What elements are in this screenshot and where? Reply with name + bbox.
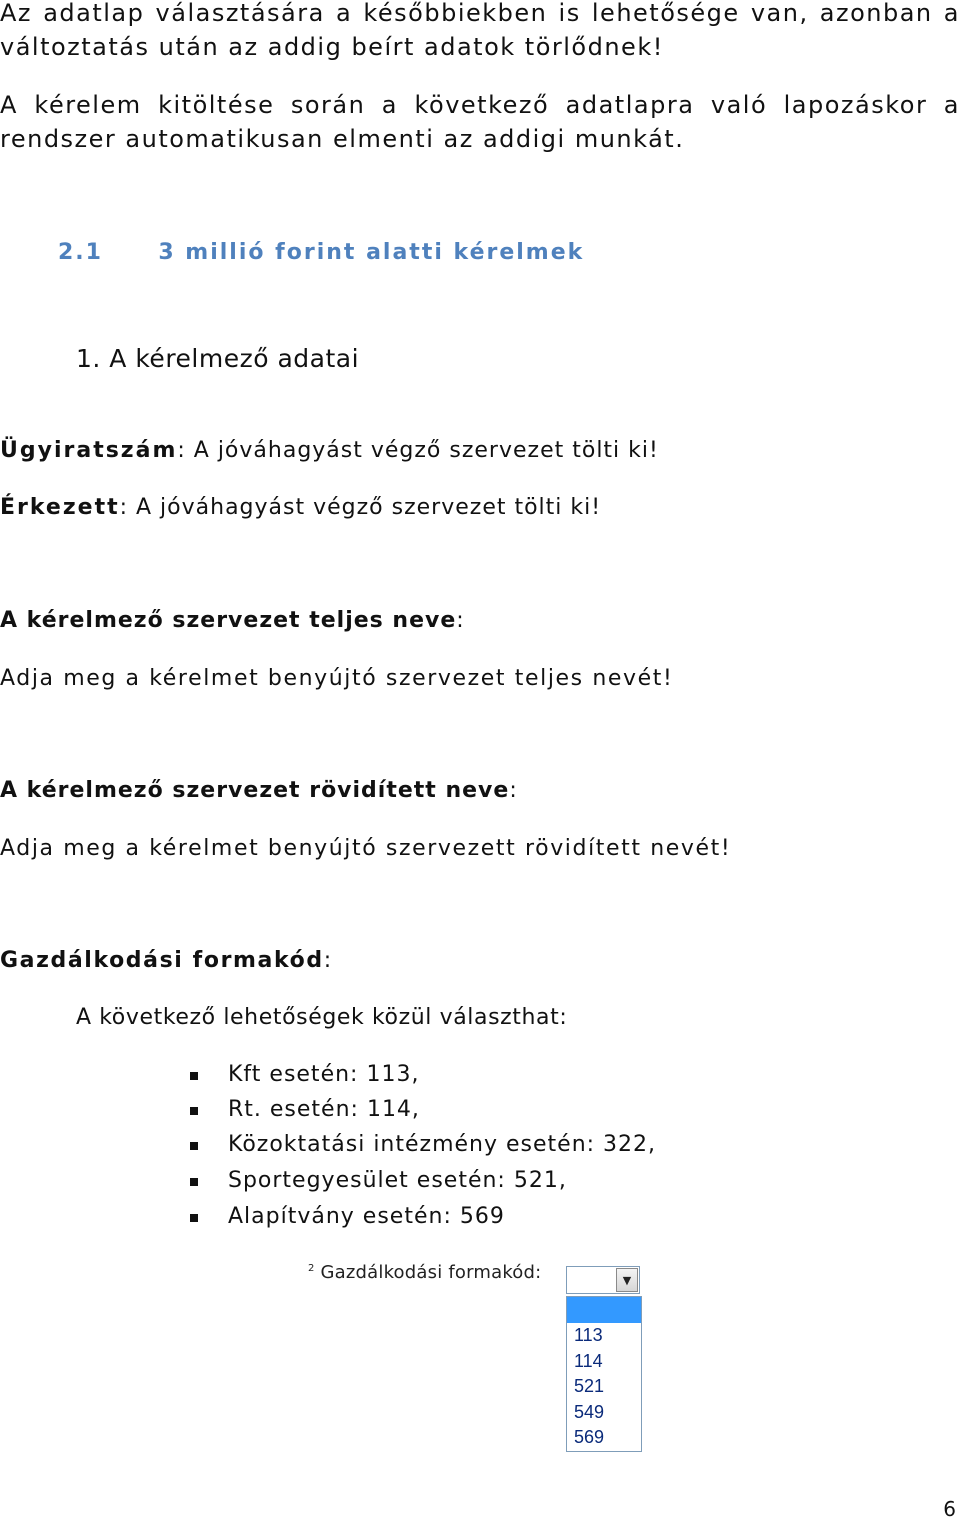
intro-paragraph-1 xyxy=(0,0,960,64)
section-title: 3 millió forint alatti kérelmek xyxy=(158,240,585,265)
list-item: Alapítvány esetén: 569 xyxy=(228,1204,505,1229)
list-item: Közoktatási intézmény esetén: 322, xyxy=(228,1132,657,1157)
field-gazd-label-row xyxy=(0,948,332,973)
widget-superscript: 2 xyxy=(308,1263,315,1274)
dropdown-option[interactable]: 114 xyxy=(574,1350,603,1371)
dropdown-option-empty[interactable] xyxy=(567,1297,641,1323)
erkezett-text: : A jóváhagyást végző szervezet tölti ki! xyxy=(119,495,602,520)
dropdown-option[interactable]: 569 xyxy=(574,1427,605,1447)
gazd-intro: A következő lehetőségek közül választhat: xyxy=(76,1005,568,1030)
full-name-instruction: Adja meg a kérelmet benyújtó szervezet teljes nevét! xyxy=(0,666,674,691)
section-number: 2.1 xyxy=(58,240,103,265)
dropdown-option[interactable]: 113 xyxy=(574,1325,603,1345)
bullet-icon xyxy=(190,1214,198,1222)
list-item: Kft esetén: 113, xyxy=(228,1062,420,1087)
ugyiratszam-label: Ügyiratszám xyxy=(0,438,178,463)
gazd-label: Gazdálkodási formakód xyxy=(0,948,324,973)
dropdown-option[interactable]: 549 xyxy=(574,1401,605,1422)
gazd-formakod-dropdown[interactable] xyxy=(566,1296,642,1452)
field-short-name-label-row xyxy=(0,778,518,803)
erkezett-label: Érkezett xyxy=(0,495,120,520)
ugyiratszam-text: : A jóváhagyást végző szervezet tölti ki! xyxy=(177,438,659,463)
short-name-colon: : xyxy=(509,778,518,803)
short-name-instruction: Adja meg a kérelmet benyújtó szervezett rövidített nevét! xyxy=(0,836,732,861)
subsection-heading: 1. A kérelmező adatai xyxy=(76,344,360,373)
gazd-formakod-select[interactable] xyxy=(566,1266,640,1294)
field-erkezett xyxy=(0,495,601,520)
list-item: Sportegyesület esetén: 521, xyxy=(228,1168,567,1193)
page-number: 6 xyxy=(943,1497,956,1521)
bullet-icon xyxy=(190,1178,198,1186)
widget-label-text: Gazdálkodási formakód: xyxy=(320,1262,542,1283)
bullet-icon xyxy=(190,1107,198,1115)
bullet-icon xyxy=(190,1072,198,1080)
full-name-colon: : xyxy=(456,608,465,633)
section-heading xyxy=(58,240,584,265)
list-item: Rt. esetén: 114, xyxy=(228,1097,420,1122)
field-ugyiratszam xyxy=(0,438,659,463)
bullet-icon xyxy=(190,1142,198,1150)
dropdown-option[interactable]: 521 xyxy=(574,1376,605,1396)
gazd-colon: : xyxy=(323,948,333,973)
chevron-down-icon[interactable]: ▼ xyxy=(616,1268,638,1292)
intro-p1-line2: változtatás után az addig beírt adatok törlődnek! xyxy=(0,33,664,61)
intro-paragraph-2 xyxy=(0,88,960,156)
intro-p1-line1: Az adatlap választására a későbbiekben is lehetősége van, azonban a xyxy=(0,0,960,27)
widget-label xyxy=(308,1262,541,1283)
full-name-label: A kérelmező szervezet teljes neve xyxy=(0,608,457,633)
intro-p2-line2: rendszer automatikusan elmenti az addigi munkát. xyxy=(0,125,685,153)
field-full-name-label-row xyxy=(0,608,465,633)
short-name-label: A kérelmező szervezet rövidített neve xyxy=(0,778,510,803)
intro-p2-line1: A kérelem kitöltése során a következő adatlapra való lapozáskor a xyxy=(0,91,960,119)
